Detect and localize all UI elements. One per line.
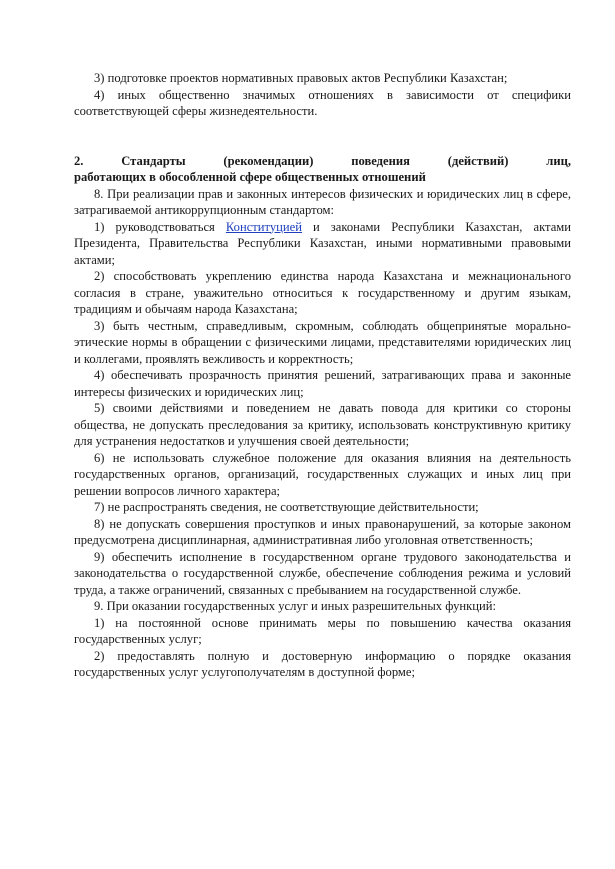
document-page [74,70,571,681]
clause-8-item-1-text-before: 1) руководствоваться [94,219,226,234]
clause-8-item-6: 6) не использовать служебное положение для оказания влияния на деятельность государственных органов, организаций, государственных служащих и иных лиц при решении вопросов личного характера; [74,450,571,498]
paragraph-item-4: 4) иных общественно значимых отношениях в зависимости от специфики соответствующей сферы жизнедеятельности. [74,87,571,118]
section-spacer [74,120,571,153]
clause-8-item-9: 9) обеспечить исполнение в государственном органе трудового законодательства и законодательства о государственной службе, обеспечение соблюдения режима и условий труда, а также ограничений, связанных с пребыванием на государственной службе. [74,549,571,597]
clause-8-item-8: 8) не допускать совершения проступков и иных правонарушений, за которые законом предусмотрена дисциплинарная, административная либо уголовная ответственность; [74,516,571,547]
clause-9-item-1: 1) на постоянной основе принимать меры по повышению качества оказания государственных услуг; [74,615,571,646]
clause-8-item-2: 2) способствовать укреплению единства народа Казахстана и межнационального согласия в стране, уважительно относиться к государственному и другим языкам, традициям и обычаям народа Казахстана; [74,269,571,316]
paragraph-item-3: 3) подготовке проектов нормативных правовых актов Республики Казахстан; [94,71,508,85]
clause-8-item-1 [74,219,571,269]
clause-8-intro: 8. При реализации прав и законных интересов физических и юридических лиц в сфере, затрагиваемой антикоррупционным стандартом: [74,186,571,217]
constitution-link[interactable]: Конституцией [225,219,302,234]
section-heading [74,153,571,186]
clause-8-item-4: 4) обеспечивать прозрачность принятия решений, затрагивающих права и законные интересы физических и юридических лиц; [74,368,571,399]
clause-8-item-3: 3) быть честным, справедливым, скромным, соблюдать общепринятые морально-этические нормы в обращении с физическими лицами, представителями юридических лиц и коллегами, проявлять вежливость и корректность; [74,318,571,366]
clause-8-item-5: 5) своими действиями и поведением не давать повода для критики со стороны общества, не допускать преследования за критику, использовать конструктивную критику для устранения недостатков и улучшения своей деятельности; [74,401,571,448]
clause-8-item-7: 7) не распространять сведения, не соответствующие действительности; [94,500,479,514]
clause-9-item-2: 2) предоставлять полную и достоверную информацию о порядке оказания государственных услуг услугополучателям в доступной форме; [74,648,571,679]
clause-9-intro: 9. При оказании государственных услуг и иных разрешительных функций: [94,599,496,613]
clause-8-item-1-text-after: и законами Республики Казахстан, актами Президента, Правительства Республики Казахстан, иными нормативными правовыми актами; [74,219,571,267]
section-heading-line-2: работающих в обособленной сфере общественных отношений [74,170,426,184]
section-heading-line-1: 2. Стандарты (рекомендации) поведения (действий) лиц, [74,153,571,168]
